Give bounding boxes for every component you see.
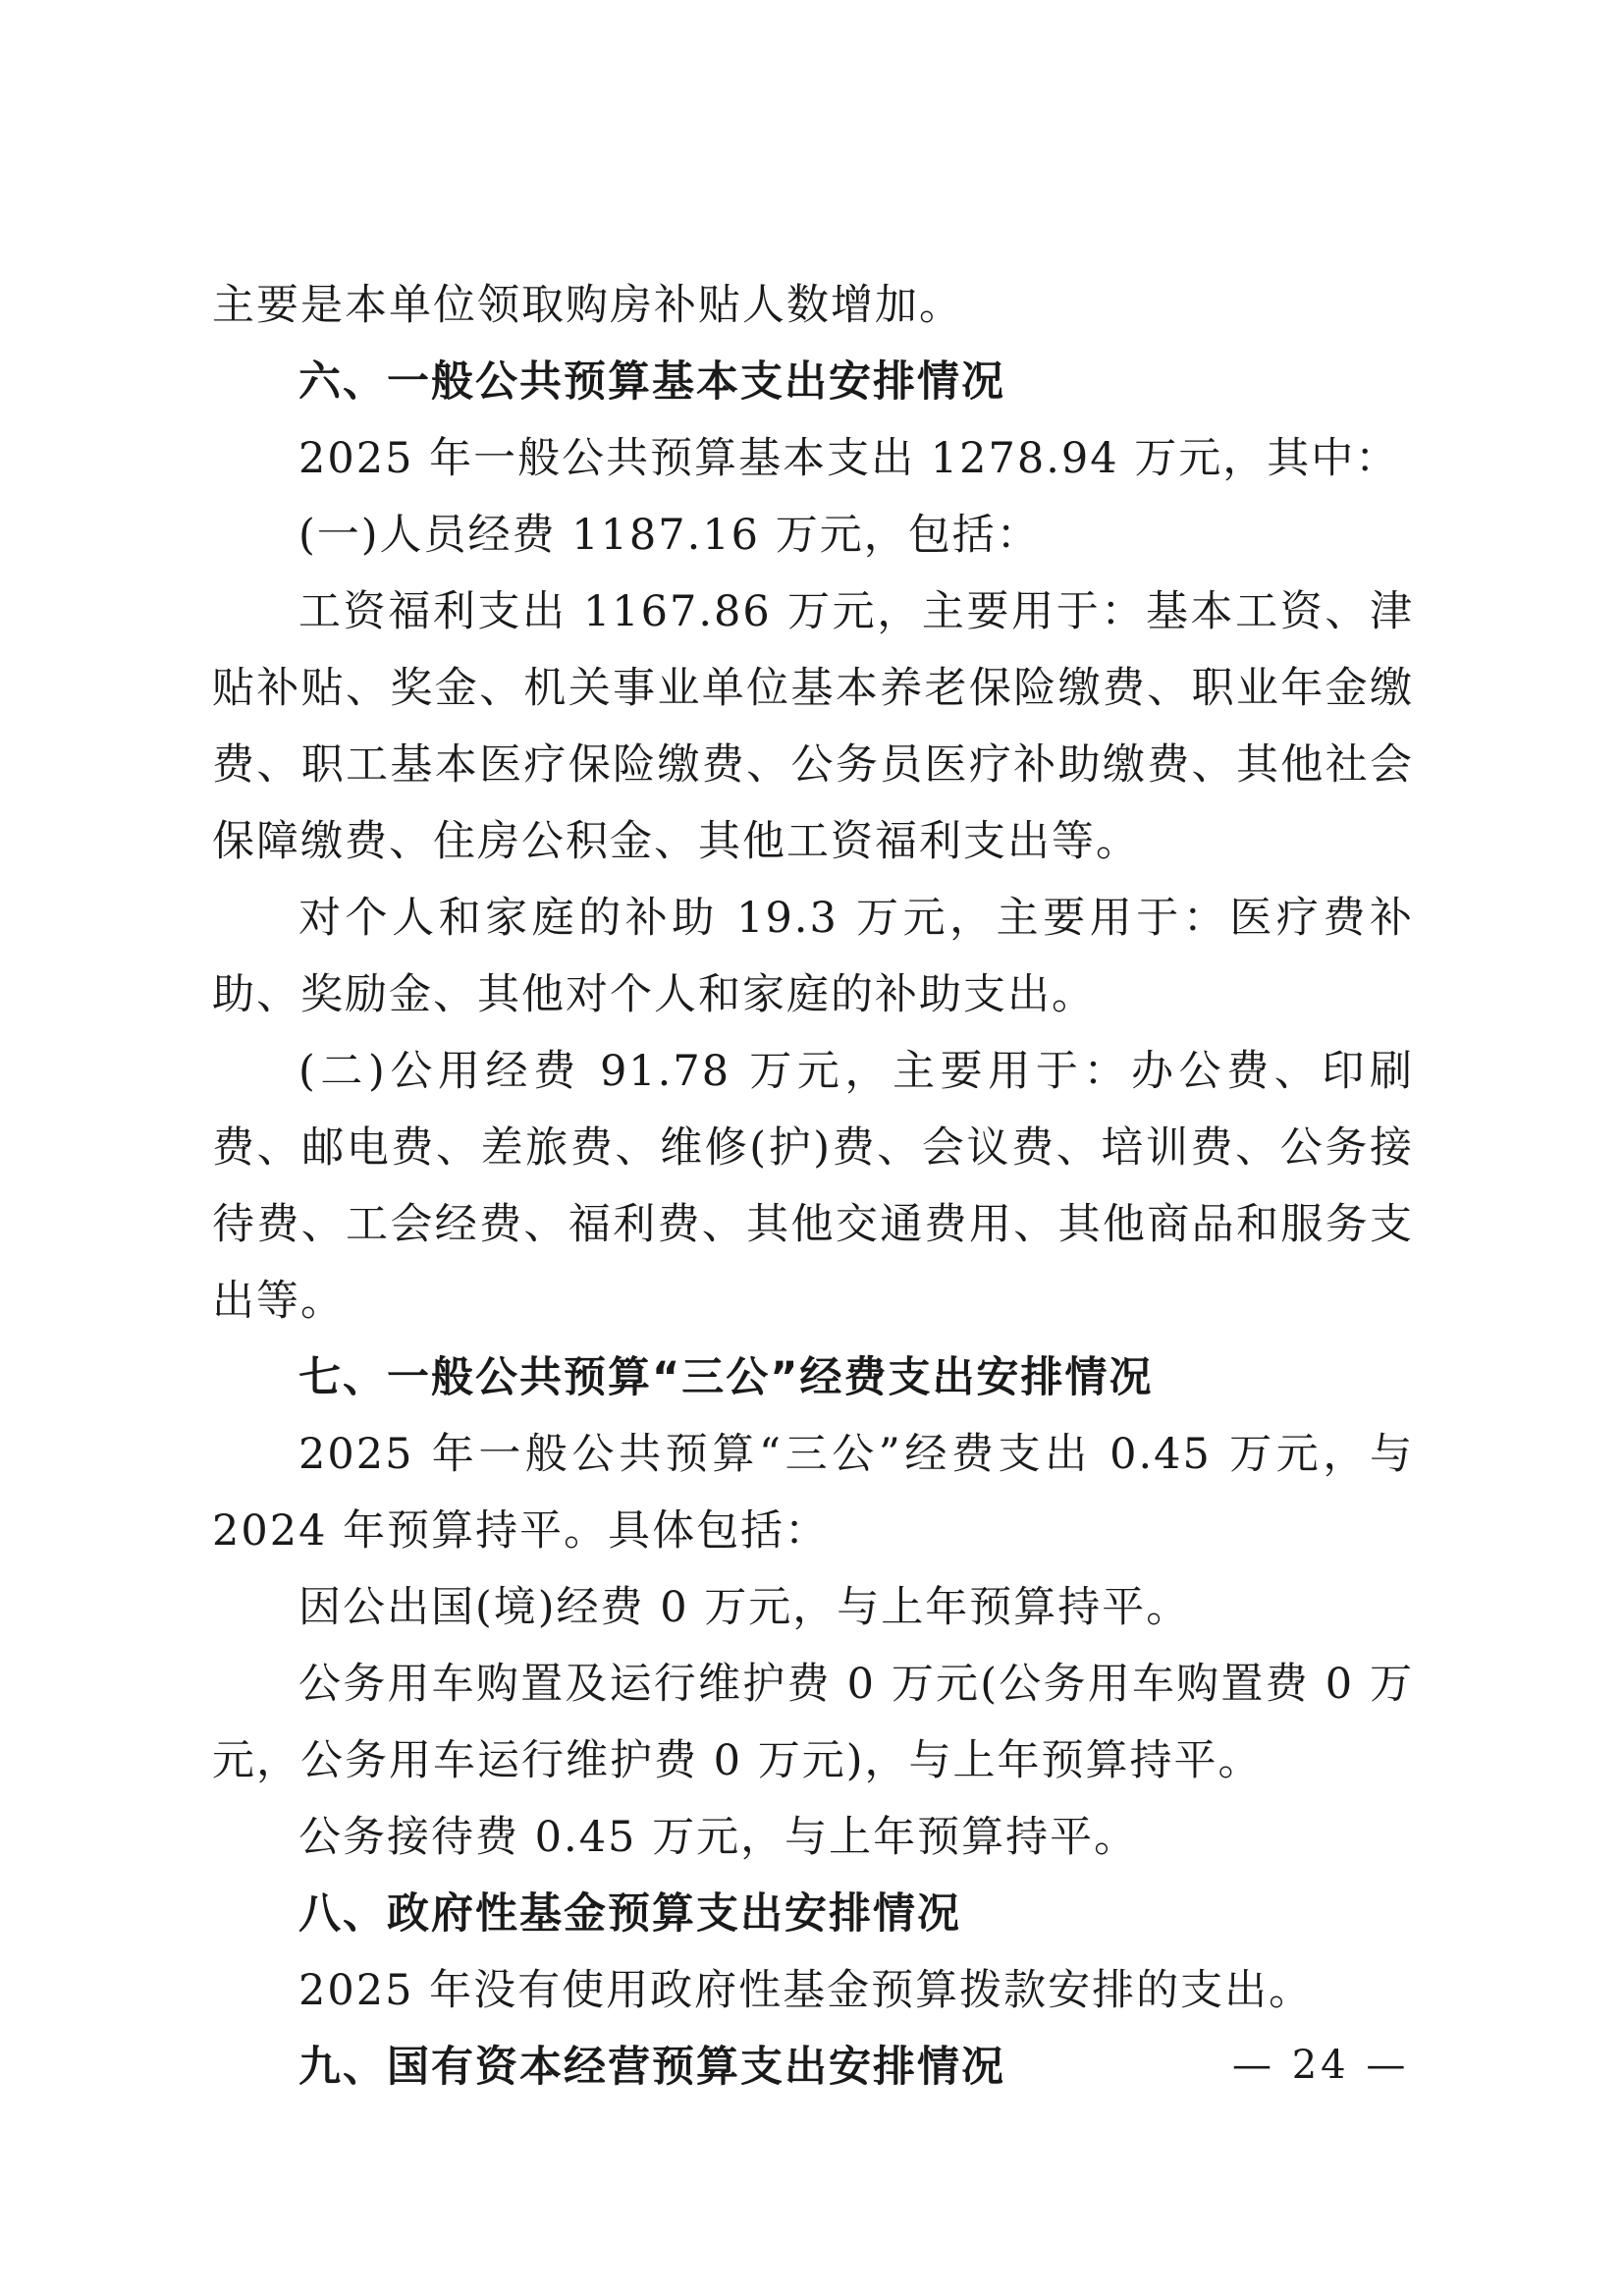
section-heading-9: 九、国有资本经营预算支出安排情况 [298, 2043, 1005, 2092]
paragraph-continuation: 主要是本单位领取购房补贴人数增加。 [212, 281, 963, 330]
paragraph-personnel-expense: (一)人员经费 1187.16 万元，包括： [298, 511, 1041, 560]
paragraph-salary-welfare: 工资福利支出 1167.86 万元，主要用于：基本工资、津贴补贴、奖金、机关事业单位基本养老保险缴费、职业年金缴费、职工基本医疗保险缴费、公务员医疗补助缴费、其他社会保障缴费、住房公积金、其他工资福利支出等。 [212, 587, 1414, 866]
paragraph-family-subsidy: 对个人和家庭的补助 19.3 万元，主要用于：医疗费补助、奖励金、其他对个人和家庭的补助支出。 [212, 894, 1414, 1019]
section-heading-8: 八、政府性基金预算支出安排情况 [298, 1889, 961, 1939]
paragraph-abroad-expense: 因公出国(境)经费 0 万元，与上年预算持平。 [298, 1583, 1191, 1632]
paragraph-public-expense: (二)公用经费 91.78 万元，主要用于：办公费、印刷费、邮电费、差旅费、维修(护)费、会议费、培训费、公务接待费、工会经费、福利费、其他交通费用、其他商品和服务支出等。 [212, 1047, 1414, 1326]
paragraph-vehicle-expense: 公务用车购置及运行维护费 0 万元(公务用车购置费 0 万元，公务用车运行维护费 0 万元)，与上年预算持平。 [212, 1660, 1414, 1785]
paragraph-government-fund: 2025 年没有使用政府性基金预算拨款安排的支出。 [298, 1966, 1314, 2015]
paragraph-three-public: 2025 年一般公共预算“三公”经费支出 0.45 万元，与 2024 年预算持平。具体包括： [212, 1430, 1414, 1556]
paragraph-basic-expenditure: 2025 年一般公共预算基本支出 1278.94 万元，其中： [298, 434, 1400, 483]
section-heading-7: 七、一般公共预算“三公”经费支出安排情况 [298, 1353, 1154, 1402]
section-heading-6: 六、一般公共预算基本支出安排情况 [298, 357, 1005, 407]
page-number: — 24 — [1232, 2043, 1410, 2088]
paragraph-reception-expense: 公务接待费 0.45 万元，与上年预算持平。 [298, 1813, 1139, 1862]
document-body [212, 267, 1414, 2105]
